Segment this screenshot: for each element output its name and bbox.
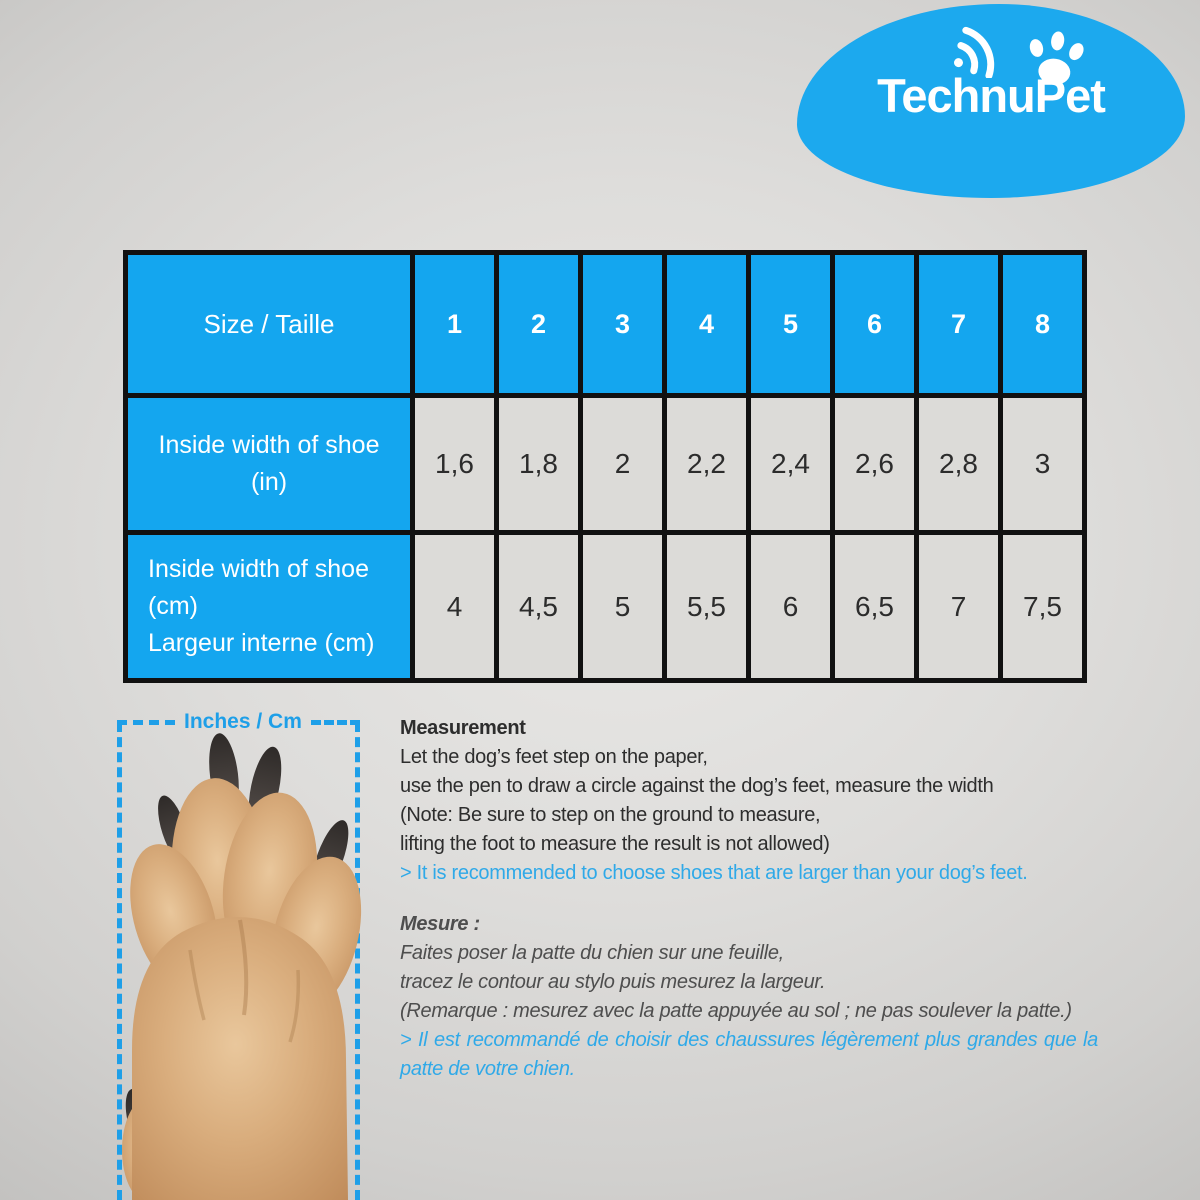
value-in-8: 3 bbox=[1001, 396, 1085, 533]
brand-name: TechnuPet bbox=[877, 69, 1105, 122]
instructions-fr-title: Mesure : bbox=[400, 913, 480, 935]
value-cm-3: 5 bbox=[581, 533, 665, 681]
value-in-1: 1,6 bbox=[413, 396, 497, 533]
value-cm-7: 7 bbox=[917, 533, 1001, 681]
dog-paw-photo bbox=[112, 720, 365, 1200]
row-label-cm: Inside width of shoe (cm) Largeur interne (cm) bbox=[126, 533, 413, 681]
value-cm-8: 7,5 bbox=[1001, 533, 1085, 681]
size-col-8: 8 bbox=[1001, 253, 1085, 396]
row-label-inches: Inside width of shoe (in) bbox=[126, 396, 413, 533]
size-chart-table bbox=[123, 250, 1087, 683]
instructions-en-line: use the pen to draw a circle against the dog’s feet, measure the width bbox=[400, 775, 994, 797]
measure-box-label: Inches / Cm bbox=[184, 710, 302, 733]
size-col-1: 1 bbox=[413, 253, 497, 396]
value-in-6: 2,6 bbox=[833, 396, 917, 533]
value-cm-2: 4,5 bbox=[497, 533, 581, 681]
value-cm-5: 6 bbox=[749, 533, 833, 681]
value-cm-4: 5,5 bbox=[665, 533, 749, 681]
instructions-fr-line: Faites poser la patte du chien sur une feuille, bbox=[400, 942, 784, 964]
instructions-en-line: (Note: Be sure to step on the ground to measure, bbox=[400, 804, 821, 826]
table-row-inches bbox=[126, 396, 1085, 533]
table-row-sizes bbox=[126, 253, 1085, 396]
value-in-3: 2 bbox=[581, 396, 665, 533]
size-col-7: 7 bbox=[917, 253, 1001, 396]
size-col-2: 2 bbox=[497, 253, 581, 396]
brand-logo-blob bbox=[797, 4, 1185, 198]
instructions-fr bbox=[400, 910, 1098, 1084]
value-cm-6: 6,5 bbox=[833, 533, 917, 681]
value-cm-1: 4 bbox=[413, 533, 497, 681]
instructions-en-note: > It is recommended to choose shoes that are larger than your dog’s feet. bbox=[400, 862, 1028, 884]
value-in-4: 2,2 bbox=[665, 396, 749, 533]
instructions-en-title: Measurement bbox=[400, 717, 526, 739]
instructions-fr-note: > Il est recommandé de choisir des chaussures légèrement plus grandes que la patte de votre chien. bbox=[400, 1029, 1098, 1080]
size-col-6: 6 bbox=[833, 253, 917, 396]
value-in-2: 1,8 bbox=[497, 396, 581, 533]
measurement-instructions bbox=[400, 714, 1098, 1084]
size-col-5: 5 bbox=[749, 253, 833, 396]
size-header-label: Size / Taille bbox=[126, 253, 413, 396]
size-col-4: 4 bbox=[665, 253, 749, 396]
instructions-fr-remark: (Remarque : mesurez avec la patte appuyée au sol ; ne pas soulever la patte.) bbox=[400, 1000, 1072, 1022]
instructions-en-line: lifting the foot to measure the result is not allowed) bbox=[400, 833, 830, 855]
instructions-en-line: Let the dog’s feet step on the paper, bbox=[400, 746, 708, 768]
instructions-fr-line: tracez le contour au stylo puis mesurez la largeur. bbox=[400, 971, 826, 993]
table-row-cm bbox=[126, 533, 1085, 681]
size-col-3: 3 bbox=[581, 253, 665, 396]
value-in-5: 2,4 bbox=[749, 396, 833, 533]
value-in-7: 2,8 bbox=[917, 396, 1001, 533]
